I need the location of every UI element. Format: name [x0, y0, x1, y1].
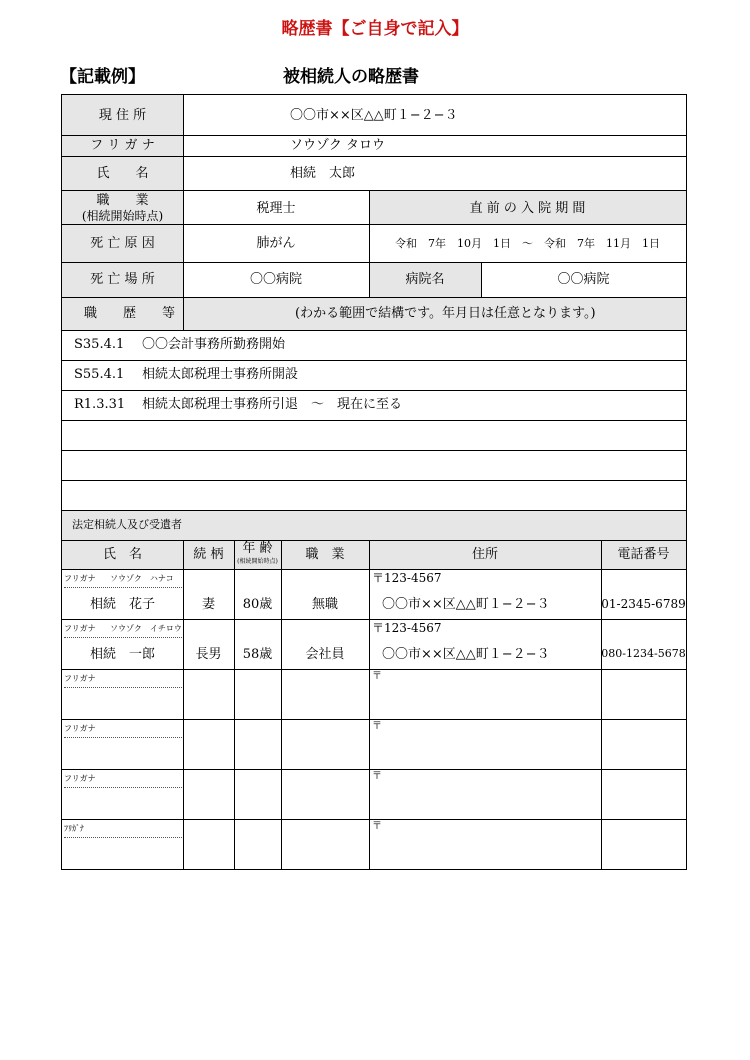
- hospitalization-period[interactable]: 令和 7年 10月 1日 ～ 令和 7年 11月 1日: [395, 237, 660, 250]
- heirs-header-address: 住所: [471, 547, 498, 562]
- postal-mark: 〒: [372, 621, 385, 635]
- name-label: 氏 名: [96, 166, 149, 181]
- address-label: 現 住 所: [98, 108, 147, 123]
- hospital-name-value[interactable]: 〇〇病院: [557, 272, 610, 287]
- postal-mark: 〒: [372, 571, 385, 585]
- career-label: 職 歴 等: [84, 306, 176, 321]
- career-note: (わかる範囲で結構です。年月日は任意となります。): [295, 306, 596, 321]
- heir-address[interactable]: 〇〇市××区△△町１−２−３: [382, 597, 550, 612]
- heir-name[interactable]: 相続 一郎: [89, 647, 155, 662]
- resume-form: [61, 94, 687, 870]
- career-entry-date[interactable]: R1.3.31: [74, 397, 126, 412]
- cause-of-death-label: 死 亡 原 因: [90, 236, 155, 251]
- career-entry-date[interactable]: S35.4.1: [74, 337, 125, 352]
- hospital-name-label: 病院名: [405, 272, 445, 287]
- heir-occupation[interactable]: 無職: [311, 597, 338, 612]
- name-value[interactable]: 相続 太郎: [290, 166, 356, 181]
- occupation-sublabel: (相続開始時点): [81, 209, 164, 223]
- example-label: 【記載例】: [60, 67, 145, 87]
- heir-furigana-label: フリガナ: [64, 724, 96, 733]
- heir-furigana-label: フリガナ: [64, 674, 96, 683]
- heir-age[interactable]: 80歳: [242, 597, 273, 612]
- heirs-header-phone: 電話番号: [617, 547, 670, 562]
- heirs-header-age: 年 齢: [242, 541, 273, 556]
- heirs-header-age-note: (相続開始時点): [237, 558, 278, 565]
- heirs-header-occupation: 職 業: [305, 547, 345, 562]
- postal-mark: 〒: [372, 821, 382, 832]
- heir-age[interactable]: 58歳: [242, 647, 273, 662]
- occupation-value[interactable]: 税理士: [256, 201, 296, 216]
- cause-of-death-value[interactable]: 肺がん: [256, 236, 296, 251]
- heirs-header-name: 氏 名: [102, 547, 142, 562]
- career-entry-text[interactable]: 相続太郎税理士事務所開設: [142, 367, 299, 382]
- career-entry-date[interactable]: S55.4.1: [74, 367, 125, 382]
- occupation-label: 職 業: [96, 193, 149, 208]
- heir-furigana-label: フリガナ: [64, 574, 96, 583]
- career-entry-text[interactable]: 〇〇会計事務所勤務開始: [142, 337, 286, 352]
- heir-phone[interactable]: 01-2345-6789: [601, 597, 686, 611]
- heir-furigana-label: ﾌﾘｶﾞﾅ: [64, 824, 84, 833]
- hospitalization-label: 直 前 の 入 院 期 間: [469, 201, 586, 216]
- heirs-section-label: 法定相続人及び受遺者: [72, 518, 182, 531]
- heir-phone[interactable]: 080-1234-5678: [601, 647, 686, 660]
- career-entry-text[interactable]: 相続太郎税理士事務所引退 ～ 現在に至る: [142, 397, 403, 412]
- heir-furigana-label: フリガナ: [64, 624, 96, 633]
- heir-occupation[interactable]: 会社員: [305, 647, 345, 662]
- furigana-value[interactable]: ソウゾク タロウ: [290, 138, 386, 153]
- form-notice: 略歴書【ご自身で記入】: [281, 19, 469, 39]
- heir-postal-code[interactable]: 123-4567: [384, 571, 442, 585]
- heir-relation[interactable]: 長男: [195, 647, 222, 662]
- heir-furigana[interactable]: ソウゾク ハナコ: [110, 574, 174, 583]
- heir-postal-code[interactable]: 123-4567: [384, 621, 442, 635]
- place-of-death-label: 死 亡 場 所: [90, 272, 155, 287]
- place-of-death-value[interactable]: 〇〇病院: [249, 272, 302, 287]
- heir-furigana-label: フリガナ: [64, 774, 96, 783]
- postal-mark: 〒: [372, 771, 382, 782]
- heir-furigana[interactable]: ソウゾク イチロウ: [110, 624, 182, 633]
- furigana-label: フ リ ガ ナ: [90, 138, 155, 153]
- heir-name[interactable]: 相続 花子: [89, 597, 155, 612]
- document-title: 被相続人の略歴書: [283, 67, 419, 87]
- postal-mark: 〒: [372, 721, 382, 732]
- postal-mark: 〒: [372, 671, 382, 682]
- address-value[interactable]: 〇〇市××区△△町１−２−３: [290, 108, 458, 123]
- heirs-header-relation: 続 柄: [193, 547, 224, 562]
- heir-relation[interactable]: 妻: [201, 597, 215, 612]
- heir-address[interactable]: 〇〇市××区△△町１−２−３: [382, 647, 550, 662]
